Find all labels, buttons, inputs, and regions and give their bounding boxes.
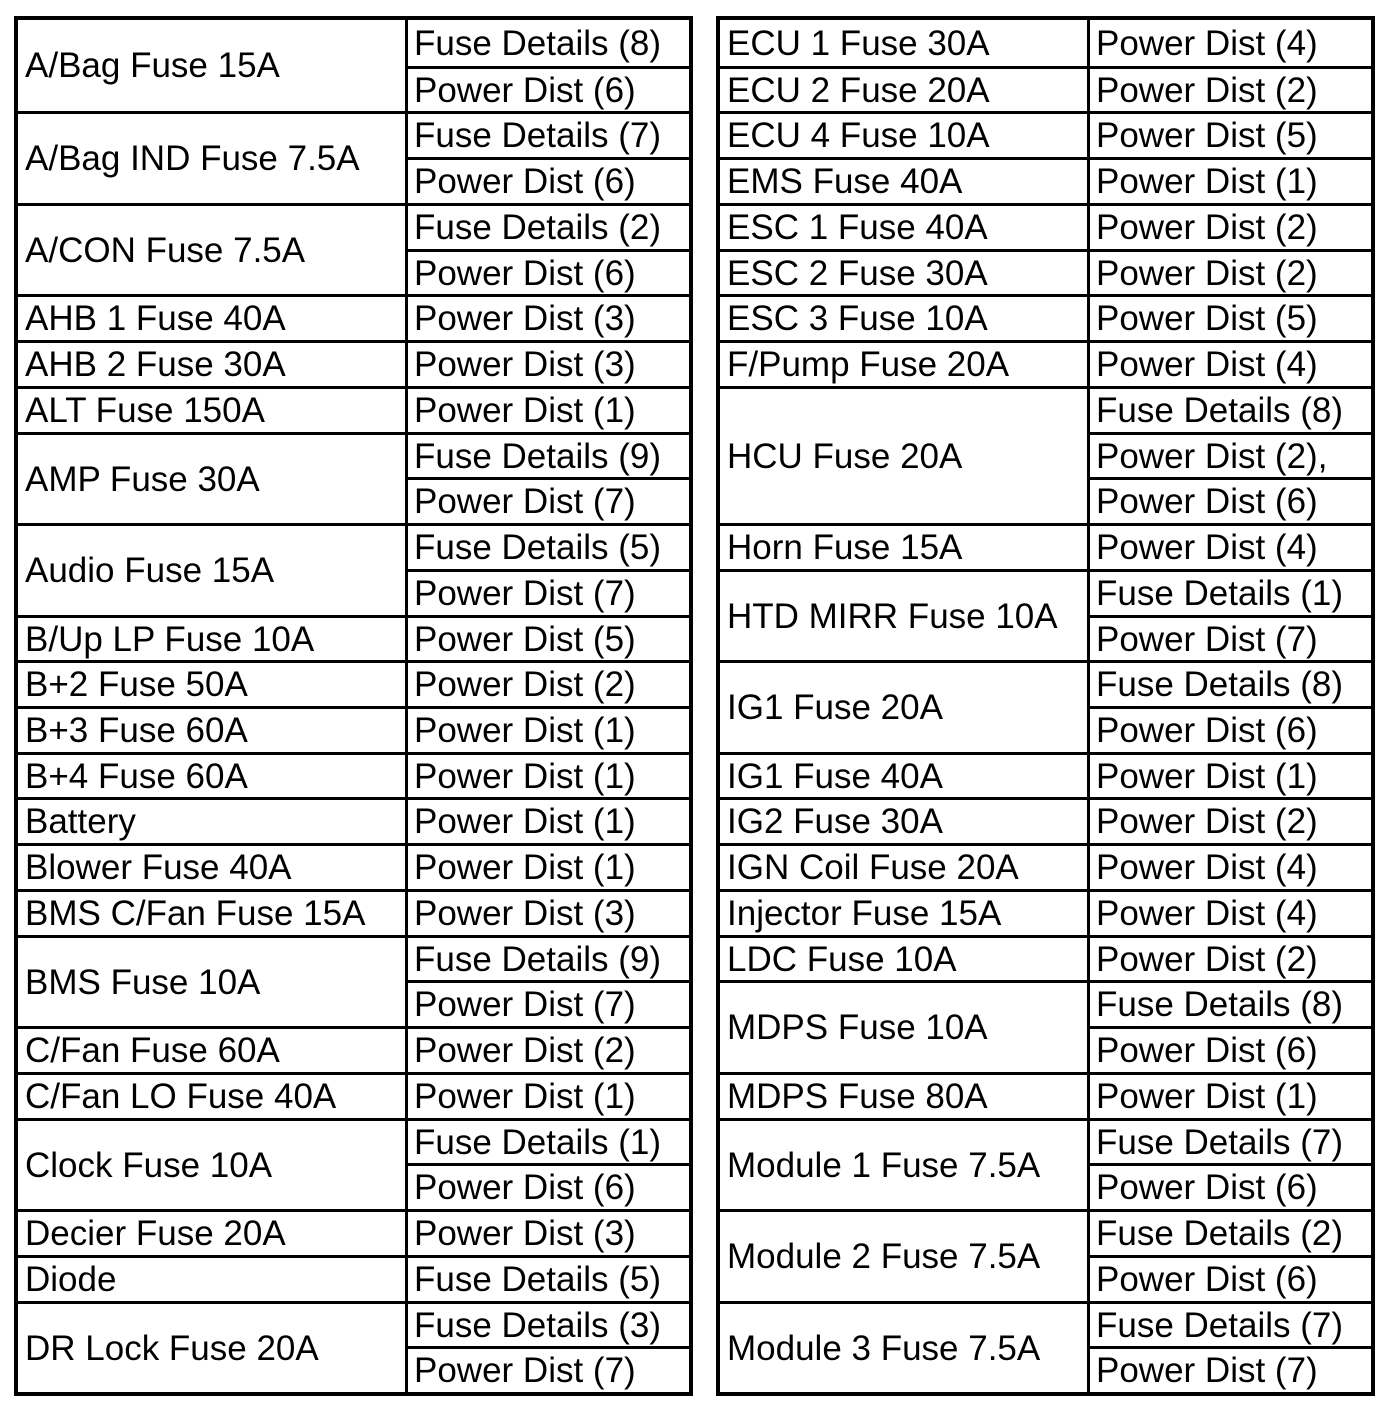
fuse-reference-cell: Fuse Details (9): [408, 935, 689, 980]
fuse-reference-cell: Power Dist (2): [1090, 935, 1371, 980]
fuse-name-cell: B+3 Fuse 60A: [18, 706, 408, 752]
fuse-reference-cell: Fuse Details (1): [408, 1118, 689, 1163]
fuse-reference-cell: Fuse Details (7): [1090, 1118, 1371, 1163]
fuse-reference-cell: Power Dist (6): [1090, 1026, 1371, 1072]
fuse-reference-cell: Power Dist (1): [1090, 1072, 1371, 1118]
fuse-name-cell: Diode: [18, 1255, 408, 1301]
fuse-reference-cell: Power Dist (6): [408, 249, 689, 294]
fuse-reference-cell: Power Dist (5): [1090, 294, 1371, 340]
fuse-name-cell: C/Fan LO Fuse 40A: [18, 1072, 408, 1118]
fuse-reference-cell: Power Dist (5): [408, 615, 689, 660]
fuse-name-cell: AHB 1 Fuse 40A: [18, 294, 408, 340]
fuse-name-cell: LDC Fuse 10A: [720, 935, 1090, 980]
fuse-reference-cell: Power Dist (7): [408, 477, 689, 523]
fuse-name-cell: Audio Fuse 15A: [18, 523, 408, 615]
fuse-name-cell: ECU 4 Fuse 10A: [720, 111, 1090, 157]
fuse-name-cell: MDPS Fuse 10A: [720, 980, 1090, 1072]
fuse-name-cell: HCU Fuse 20A: [720, 386, 1090, 523]
fuse-reference-cell: Power Dist (1): [408, 706, 689, 752]
fuse-reference-cell: Power Dist (3): [408, 340, 689, 386]
fuse-reference-cell: Power Dist (2): [1090, 797, 1371, 843]
fuse-name-cell: Decier Fuse 20A: [18, 1209, 408, 1255]
fuse-reference-cell: Power Dist (7): [408, 1346, 689, 1392]
fuse-reference-cell: Fuse Details (9): [408, 432, 689, 477]
fuse-name-cell: AHB 2 Fuse 30A: [18, 340, 408, 386]
fuse-name-cell: ECU 2 Fuse 20A: [720, 66, 1090, 111]
fuse-reference-cell: Power Dist (7): [1090, 615, 1371, 660]
fuse-reference-cell: Power Dist (7): [408, 980, 689, 1026]
fuse-name-cell: ESC 2 Fuse 30A: [720, 249, 1090, 294]
fuse-reference-cell: Power Dist (3): [408, 1209, 689, 1255]
fuse-name-cell: Module 1 Fuse 7.5A: [720, 1118, 1090, 1209]
fuse-reference-cell: Power Dist (4): [1090, 843, 1371, 889]
fuse-name-cell: IG2 Fuse 30A: [720, 797, 1090, 843]
fuse-name-cell: B+4 Fuse 60A: [18, 752, 408, 797]
fuse-name-cell: EMS Fuse 40A: [720, 157, 1090, 203]
fuse-name-cell: Module 2 Fuse 7.5A: [720, 1209, 1090, 1301]
fuse-name-cell: IG1 Fuse 40A: [720, 752, 1090, 797]
fuse-reference-cell: Power Dist (2): [1090, 203, 1371, 249]
fuse-reference-cell: Fuse Details (8): [414, 23, 662, 63]
fuse-name-cell: Battery: [18, 797, 408, 843]
fuse-name-cell: A/Bag IND Fuse 7.5A: [18, 111, 408, 203]
fuse-reference-cell: Power Dist (1): [1090, 157, 1371, 203]
fuse-reference-cell: Fuse Details (5): [408, 1255, 689, 1301]
fuse-reference-cell: Power Dist (6): [1090, 1163, 1371, 1209]
fuse-name-cell: B/Up LP Fuse 10A: [18, 615, 408, 660]
fuse-name-cell: Clock Fuse 10A: [18, 1118, 408, 1209]
fuse-name-cell: A/Bag Fuse 15A: [18, 20, 408, 111]
fuse-reference-cell: Power Dist (4): [1090, 340, 1371, 386]
fuse-name-cell: Blower Fuse 40A: [18, 843, 408, 889]
fuse-name-cell: A/CON Fuse 7.5A: [18, 203, 408, 294]
fuse-reference-cell: Power Dist (6): [408, 1163, 689, 1209]
fuse-reference-cell: Power Dist (1): [408, 1072, 689, 1118]
fuse-reference-cell: Power Dist (2): [1090, 249, 1371, 294]
fuse-reference-cell: Power Dist (1): [408, 752, 689, 797]
fuse-reference-cell: Power Dist (4): [1090, 523, 1371, 569]
fuse-reference-cell: Fuse Details (8): [1090, 980, 1371, 1026]
fuse-name-cell: BMS Fuse 10A: [18, 935, 408, 1026]
fuse-reference-cell: Power Dist (1): [408, 386, 689, 432]
fuse-name-cell: HTD MIRR Fuse 10A: [720, 569, 1090, 660]
fuse-reference-cell: Power Dist (3): [408, 294, 689, 340]
fuse-reference-cell: Fuse Details (8): [1090, 386, 1371, 432]
fuse-reference-cell: Power Dist (1): [408, 843, 689, 889]
fuse-reference-cell: Fuse Details (2): [408, 203, 689, 249]
fuse-table-left: [14, 16, 693, 1396]
fuse-name-cell: AMP Fuse 30A: [18, 432, 408, 523]
fuse-name-cell: Module 3 Fuse 7.5A: [720, 1301, 1090, 1392]
fuse-reference-cell: Power Dist (4): [1096, 23, 1318, 63]
fuse-table-right: [716, 16, 1375, 1396]
fuse-reference-cell: Fuse Details (8): [1090, 660, 1371, 706]
fuse-name-cell: Horn Fuse 15A: [720, 523, 1090, 569]
fuse-reference-cell: Power Dist (5): [1090, 111, 1371, 157]
fuse-name-cell: ECU 1 Fuse 30A: [720, 20, 1090, 66]
fuse-reference-cell: Fuse Details (5): [408, 523, 689, 569]
fuse-reference-cell: Power Dist (2): [408, 1026, 689, 1072]
fuse-name-cell: C/Fan Fuse 60A: [18, 1026, 408, 1072]
fuse-name-cell: Injector Fuse 15A: [720, 889, 1090, 935]
fuse-name-cell: IGN Coil Fuse 20A: [720, 843, 1090, 889]
fuse-reference-cell: Power Dist (3): [408, 889, 689, 935]
fuse-name-cell: MDPS Fuse 80A: [720, 1072, 1090, 1118]
fuse-name-cell: F/Pump Fuse 20A: [720, 340, 1090, 386]
fuse-reference-cell: Fuse Details (3): [408, 1301, 689, 1346]
fuse-reference-cell: Fuse Details (7): [1090, 1301, 1371, 1346]
fuse-name-cell: IG1 Fuse 20A: [720, 660, 1090, 752]
fuse-reference-cell: Fuse Details (2): [1090, 1209, 1371, 1255]
fuse-reference-cell: Power Dist (1): [1090, 752, 1371, 797]
fuse-reference-cell: Power Dist (2),: [1090, 432, 1371, 477]
fuse-name-cell: B+2 Fuse 50A: [18, 660, 408, 706]
fuse-name-cell: DR Lock Fuse 20A: [18, 1301, 408, 1392]
fuse-reference-cell: Power Dist (6): [408, 66, 689, 111]
fuse-reference-cell: Power Dist (7): [1090, 1346, 1371, 1392]
fuse-reference-cell: Power Dist (2): [1090, 66, 1371, 111]
fuse-name-cell: ESC 1 Fuse 40A: [720, 203, 1090, 249]
fuse-reference-cell: Power Dist (4): [1090, 889, 1371, 935]
fuse-name-cell: ESC 3 Fuse 10A: [720, 294, 1090, 340]
fuse-name-cell: ALT Fuse 150A: [18, 386, 408, 432]
fuse-reference-cell: Power Dist (6): [1090, 477, 1371, 523]
fuse-reference-cell: Power Dist (2): [408, 660, 689, 706]
fuse-name-cell: BMS C/Fan Fuse 15A: [18, 889, 408, 935]
fuse-reference-cell: Fuse Details (7): [408, 111, 689, 157]
fuse-reference-cell: Fuse Details (1): [1090, 569, 1371, 615]
fuse-reference-cell: Power Dist (1): [408, 797, 689, 843]
fuse-reference-cell: Power Dist (6): [408, 157, 689, 203]
fuse-reference-cell: Power Dist (7): [408, 569, 689, 615]
fuse-reference-cell: Power Dist (6): [1090, 1255, 1371, 1301]
fuse-reference-cell: Power Dist (6): [1090, 706, 1371, 752]
